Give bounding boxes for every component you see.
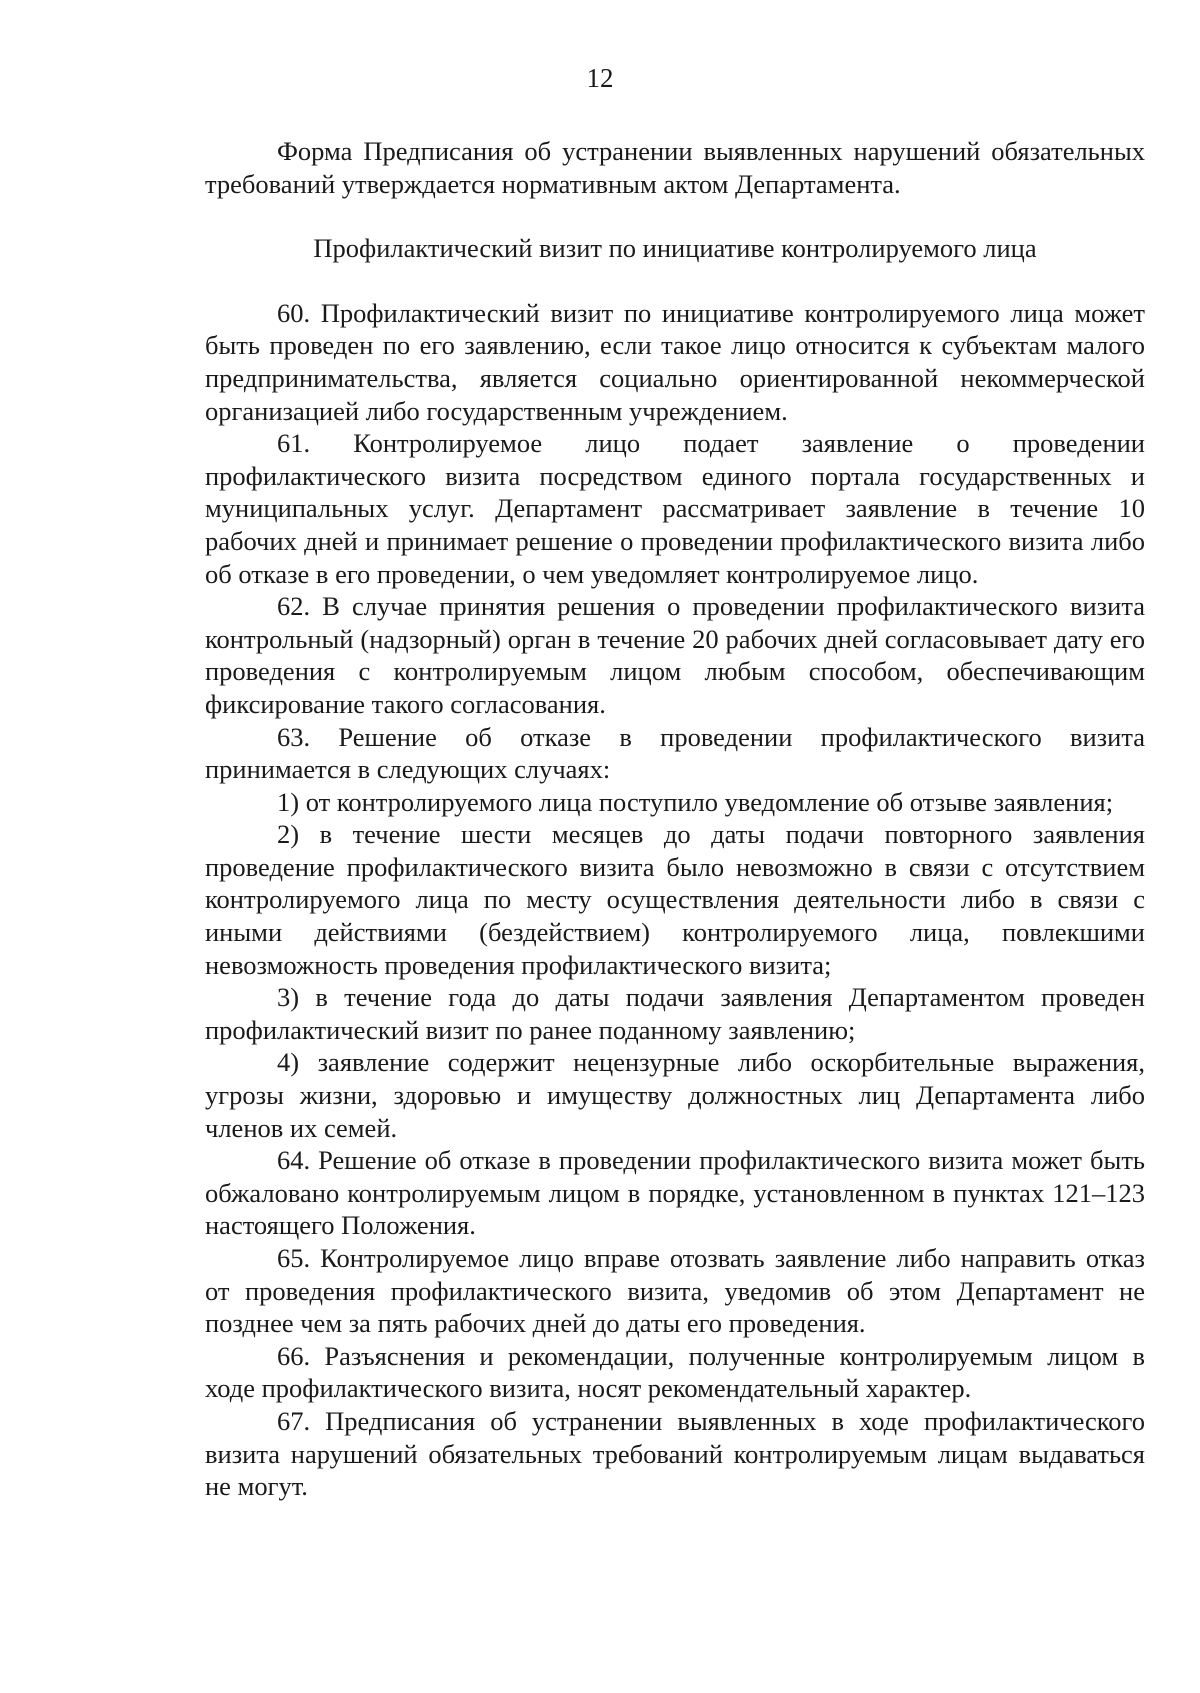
paragraph-63-item-2: 2) в течение шести месяцев до даты подачи повторного заявления проведение профилактического визита было невозможно в связи с отсутствием контролируемого лица по месту осуществления деятельности либо в связи с иными действиями (бездействием) контролируемого лица, повлекшими невозможность проведения профилактического визита; bbox=[205, 819, 1145, 980]
page-number: 12 bbox=[586, 63, 614, 93]
intro-paragraph: Форма Предписания об устранении выявленных нарушений обязательных требований утверждается нормативным актом Департамента. bbox=[205, 136, 1145, 199]
paragraph-63-item-1: 1) от контролируемого лица поступило уведомление об отзыве заявления; bbox=[277, 786, 1114, 817]
paragraph-66: 66. Разъяснения и рекомендации, полученные контролируемым лицом в ходе профилактического визита, носят рекомендательный характер. bbox=[205, 1340, 1145, 1404]
paragraph-63: 63. Решение об отказе в проведении профилактического визита принимается в следующих случаях: bbox=[205, 721, 1145, 785]
paragraph-63-item-4: 4) заявление содержит нецензурные либо оскорбительные выражения, угрозы жизни, здоровью и имуществу должностных лиц Департамента либо членов их семей. bbox=[205, 1047, 1145, 1143]
paragraph-65: 65. Контролируемое лицо вправе отозвать заявление либо направить отказ от проведения профилактического визита, уведомив об этом Департамент не позднее чем за пять рабочих дней до даты его проведения. bbox=[205, 1243, 1145, 1339]
paragraph-64: 64. Решение об отказе в проведении профилактического визита может быть обжаловано контролируемым лицом в порядке, установленном в пунктах 121–123 настоящего Положения. bbox=[205, 1145, 1145, 1241]
paragraph-67: 67. Предписания об устранении выявленных в ходе профилактического визита нарушений обязательных требований контролируемым лицам выдаваться не могут. bbox=[205, 1405, 1145, 1502]
section-heading: Профилактический визит по инициативе контролируемого лица bbox=[313, 233, 1037, 264]
document-body bbox=[205, 135, 1145, 1503]
spacer bbox=[205, 265, 1145, 297]
paragraph-61: 61. Контролируемое лицо подает заявление о проведении профилактического визита посредством единого портала государственных и муниципальных услуг. Департамент рассматривает заявление в течение 10 рабочих дней и принимает решение о проведении профилактического визита либо об отказе в его проведении, о чем уведомляет контролируемое лицо. bbox=[205, 428, 1145, 589]
paragraph-60: 60. Профилактический визит по инициативе контролируемого лица может быть проведен по его заявлению, если такое лицо относится к субъектам малого предпринимательства, является социально ориентированной некоммерческой организацией либо государственным учреждением. bbox=[205, 297, 1145, 426]
paragraph-63-item-3: 3) в течение года до даты подачи заявления Департаментом проведен профилактический визит по ранее поданному заявлению; bbox=[205, 982, 1145, 1045]
paragraph-62: 62. В случае принятия решения о проведении профилактического визита контрольный (надзорный) орган в течение 20 рабочих дней согласовывает дату его проведения с контролируемым лицом любым способом, обеспечивающим фиксирование такого согласования. bbox=[205, 591, 1145, 719]
spacer bbox=[205, 200, 1145, 232]
